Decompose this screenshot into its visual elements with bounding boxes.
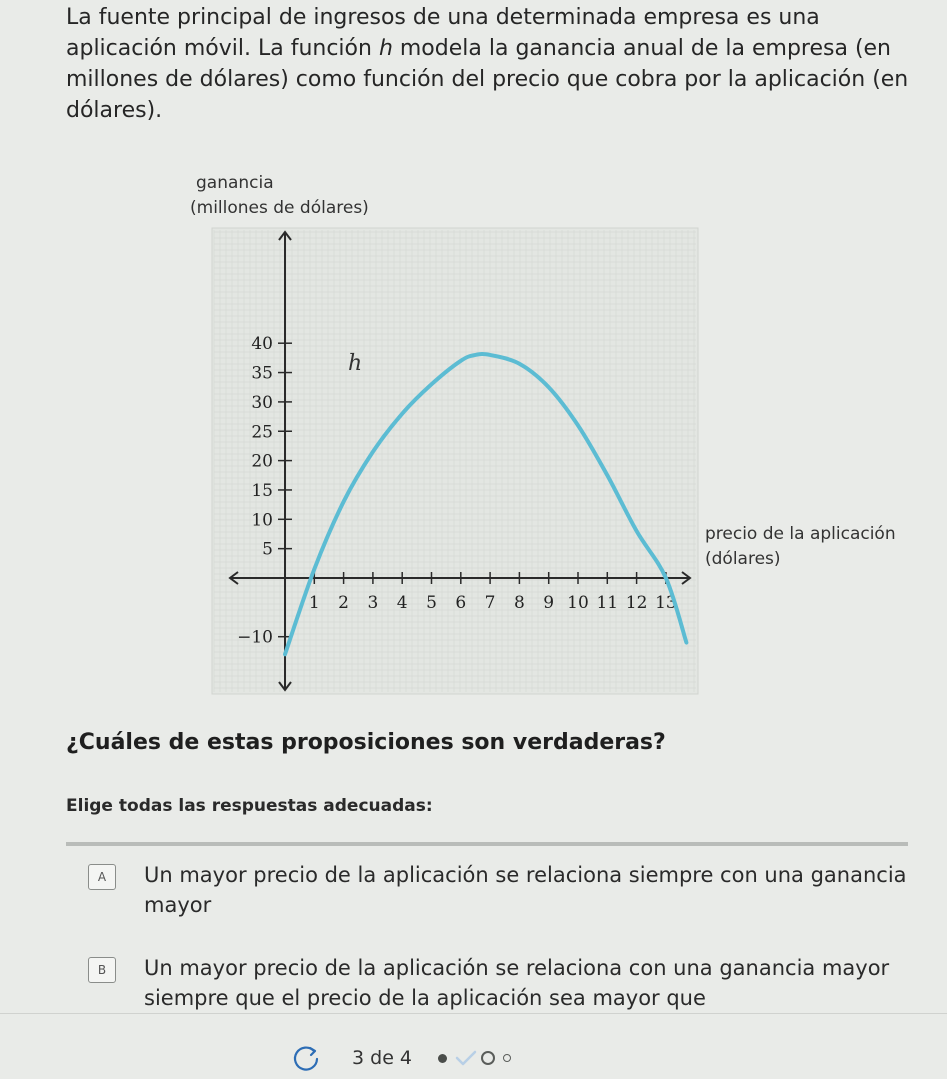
x-tick-label: 8 [513, 593, 525, 613]
instruction-text: Elige todas las respuestas adecuadas: [66, 796, 433, 816]
x-tick-label: 12 [625, 593, 648, 613]
x-tick-label: 11 [596, 593, 619, 613]
y-tick-label: 35 [251, 363, 273, 384]
refresh-icon[interactable] [290, 1042, 322, 1074]
y-tick-label: 40 [251, 334, 273, 355]
checkbox-b[interactable]: B [88, 957, 116, 983]
progress-dot-small-icon [503, 1054, 511, 1062]
progress-label: 3 de 4 [352, 1047, 413, 1069]
curve-label: h [348, 351, 363, 376]
choice-a-text: Un mayor precio de la aplicación se relaciona siempre con una ganancia mayor [144, 863, 907, 917]
x-tick-label: 7 [484, 593, 496, 613]
x-tick-label: 10 [567, 593, 589, 613]
x-tick-label: 4 [396, 593, 408, 613]
y-tick-label: 30 [251, 392, 273, 413]
x-tick-label: 2 [338, 593, 350, 613]
progress-indicator [438, 1050, 511, 1066]
y-tick-label: −10 [237, 627, 273, 648]
y-axis-title-line1: ganancia [196, 173, 274, 193]
footer-bar [290, 1040, 511, 1076]
profit-chart [0, 160, 947, 720]
x-tick-label: 13 [655, 593, 677, 613]
y-tick-label: 15 [251, 480, 273, 501]
divider [66, 842, 908, 846]
x-axis-title-line2: (dólares) [705, 549, 781, 569]
x-tick-label: 5 [426, 593, 437, 613]
x-tick-label: 6 [455, 593, 467, 613]
checkbox-a[interactable]: A [88, 864, 116, 890]
check-icon [455, 1050, 477, 1066]
progress-dot-filled-icon [438, 1054, 447, 1063]
y-tick-label: 5 [262, 539, 273, 560]
y-tick-label: 20 [251, 451, 273, 472]
x-tick-label: 1 [308, 593, 320, 613]
x-axis-title-line1: precio de la aplicación [705, 524, 896, 544]
y-tick-label: 25 [251, 422, 273, 443]
y-tick-label: 10 [251, 510, 273, 531]
question-text: La fuente principal de ingresos de una determinada empresa es una aplicación móvil. La función ℎ modela la ganancia anual de la empresa (en millones de dólares) como función del precio que cobra por la aplicación (en dólares). [66, 5, 909, 123]
footer-divider [0, 1013, 947, 1014]
prompt-heading: ¿Cuáles de estas proposiciones son verdaderas? [66, 730, 666, 755]
y-axis-title-line2: (millones de dólares) [190, 198, 369, 218]
x-tick-label: 9 [543, 593, 555, 613]
choice-a[interactable] [88, 860, 908, 920]
choice-b-text: Un mayor precio de la aplicación se relaciona con una ganancia mayor siempre que el precio de la aplicación sea mayor que [144, 956, 890, 1010]
choice-b[interactable] [88, 953, 908, 1013]
progress-dot-empty-icon [481, 1051, 495, 1065]
x-tick-label: 3 [367, 593, 379, 613]
